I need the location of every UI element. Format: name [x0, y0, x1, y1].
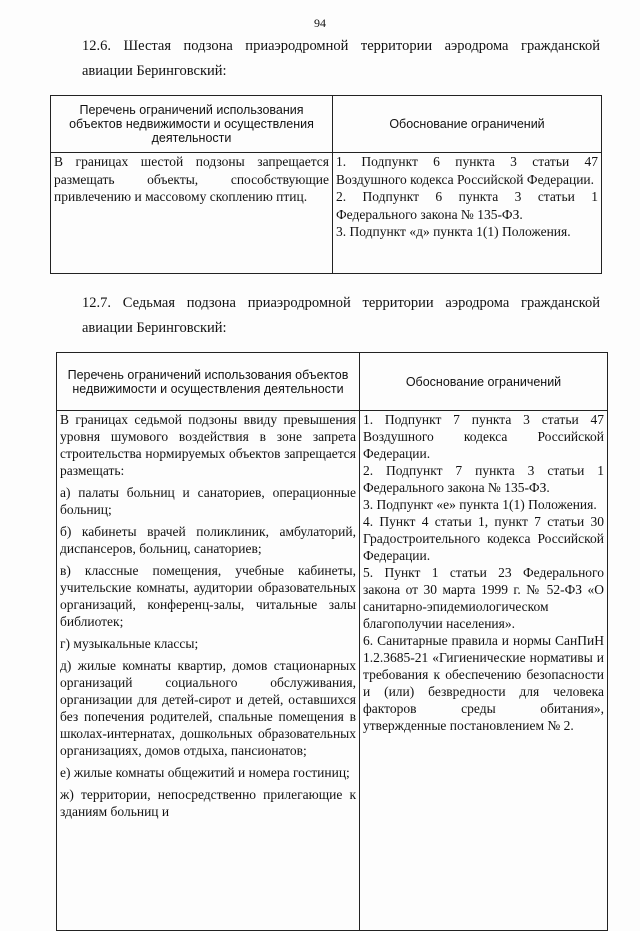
restriction-item: г) музыкальные классы;: [60, 636, 199, 651]
section-12-7-heading: [60, 291, 600, 341]
table-12-7-header-left: Перечень ограничений использования объектов недвижимости и осуществления деятельности: [57, 353, 360, 411]
section-12-6-heading: [60, 34, 600, 84]
table-12-6-left-cell: [51, 153, 333, 274]
basis-item: 2. Подпункт 7 пункта 3 статьи 1 Федерального закона № 135-ФЗ.: [363, 463, 604, 495]
basis-item: 3. Подпункт «е» пункта 1(1) Положения.: [363, 497, 597, 512]
table-12-7-right-cell: [360, 411, 608, 931]
restriction-text: В границах шестой подзоны запрещается размещать объекты, способствующие привлечению и массовому скоплению птиц.: [54, 154, 329, 204]
table-12-6-header-left: Перечень ограничений использования объектов недвижимости и осуществления деятельности: [51, 96, 333, 153]
basis-item: 4. Пункт 4 статьи 1, пункт 7 статьи 30 Градостроительного кодекса Российской Федерации.: [363, 514, 604, 563]
basis-item: 2. Подпункт 6 пункта 3 статьи 1 Федерального закона № 135-ФЗ.: [336, 189, 598, 222]
table-12-6: [50, 95, 602, 274]
table-12-6-header-right: Обоснование ограничений: [333, 96, 602, 153]
restriction-item: а) палаты больниц и санаториев, операционные больниц;: [60, 485, 356, 517]
restriction-item: б) кабинеты врачей поликлиник, амбулаторий, диспансеров, больниц, санаториев;: [60, 524, 356, 556]
restriction-item: д) жилые комнаты квартир, домов стационарных организаций социального обслуживания, организации для детей-сирот и детей, оставшихся без попечения родителей, спальные помещения в школах-интернатах, дошкольных образовательных организациях, домов отдыха, пансионатов;: [60, 658, 356, 758]
restriction-item: ж) территории, непосредственно прилегающие к зданиям больниц и: [60, 787, 356, 819]
table-12-6-right-cell: [333, 153, 602, 274]
table-12-7: [56, 352, 608, 931]
basis-item: 1. Подпункт 6 пункта 3 статьи 47 Воздушного кодекса Российской Федерации.: [336, 154, 598, 187]
basis-item: 1. Подпункт 7 пункта 3 статьи 47 Воздушного кодекса Российской Федерации.: [363, 412, 604, 461]
restriction-item: В границах седьмой подзоны ввиду превышения уровня шумового воздействия в зоне запрета строительства нормируемых объектов запрещается размещать:: [60, 412, 356, 478]
table-12-7-header-right: Обоснование ограничений: [360, 353, 608, 411]
restriction-item: в) классные помещения, учебные кабинеты, учительские комнаты, аудитории образовательных организаций, конференц-залы, читальные залы библиотек;: [60, 563, 356, 629]
section-12-6-heading-text: 12.6. Шестая подзона приаэродромной территории аэродрома гражданской авиации Беринговский:: [82, 38, 600, 79]
page-number: 94: [314, 16, 326, 30]
section-12-7-heading-text: 12.7. Седьмая подзона приаэродромной территории аэродрома гражданской авиации Беринговский:: [82, 295, 600, 336]
basis-item: 6. Санитарные правила и нормы СанПиН 1.2.3685-21 «Гигиенические нормативы и требования к обеспечению безопасности и (или) безвредности для человека факторов среды обитания», утвержденные постановлением № 2.: [363, 633, 604, 733]
restriction-item: е) жилые комнаты общежитий и номера гостиниц;: [60, 765, 350, 780]
basis-item: 5. Пункт 1 статьи 23 Федерального закона от 30 марта 1999 г. № 52-ФЗ «О санитарно-эпидемиологическом благополучии населения».: [363, 565, 604, 631]
basis-item: 3. Подпункт «д» пункта 1(1) Положения.: [336, 224, 571, 239]
table-12-7-left-cell: [57, 411, 360, 931]
